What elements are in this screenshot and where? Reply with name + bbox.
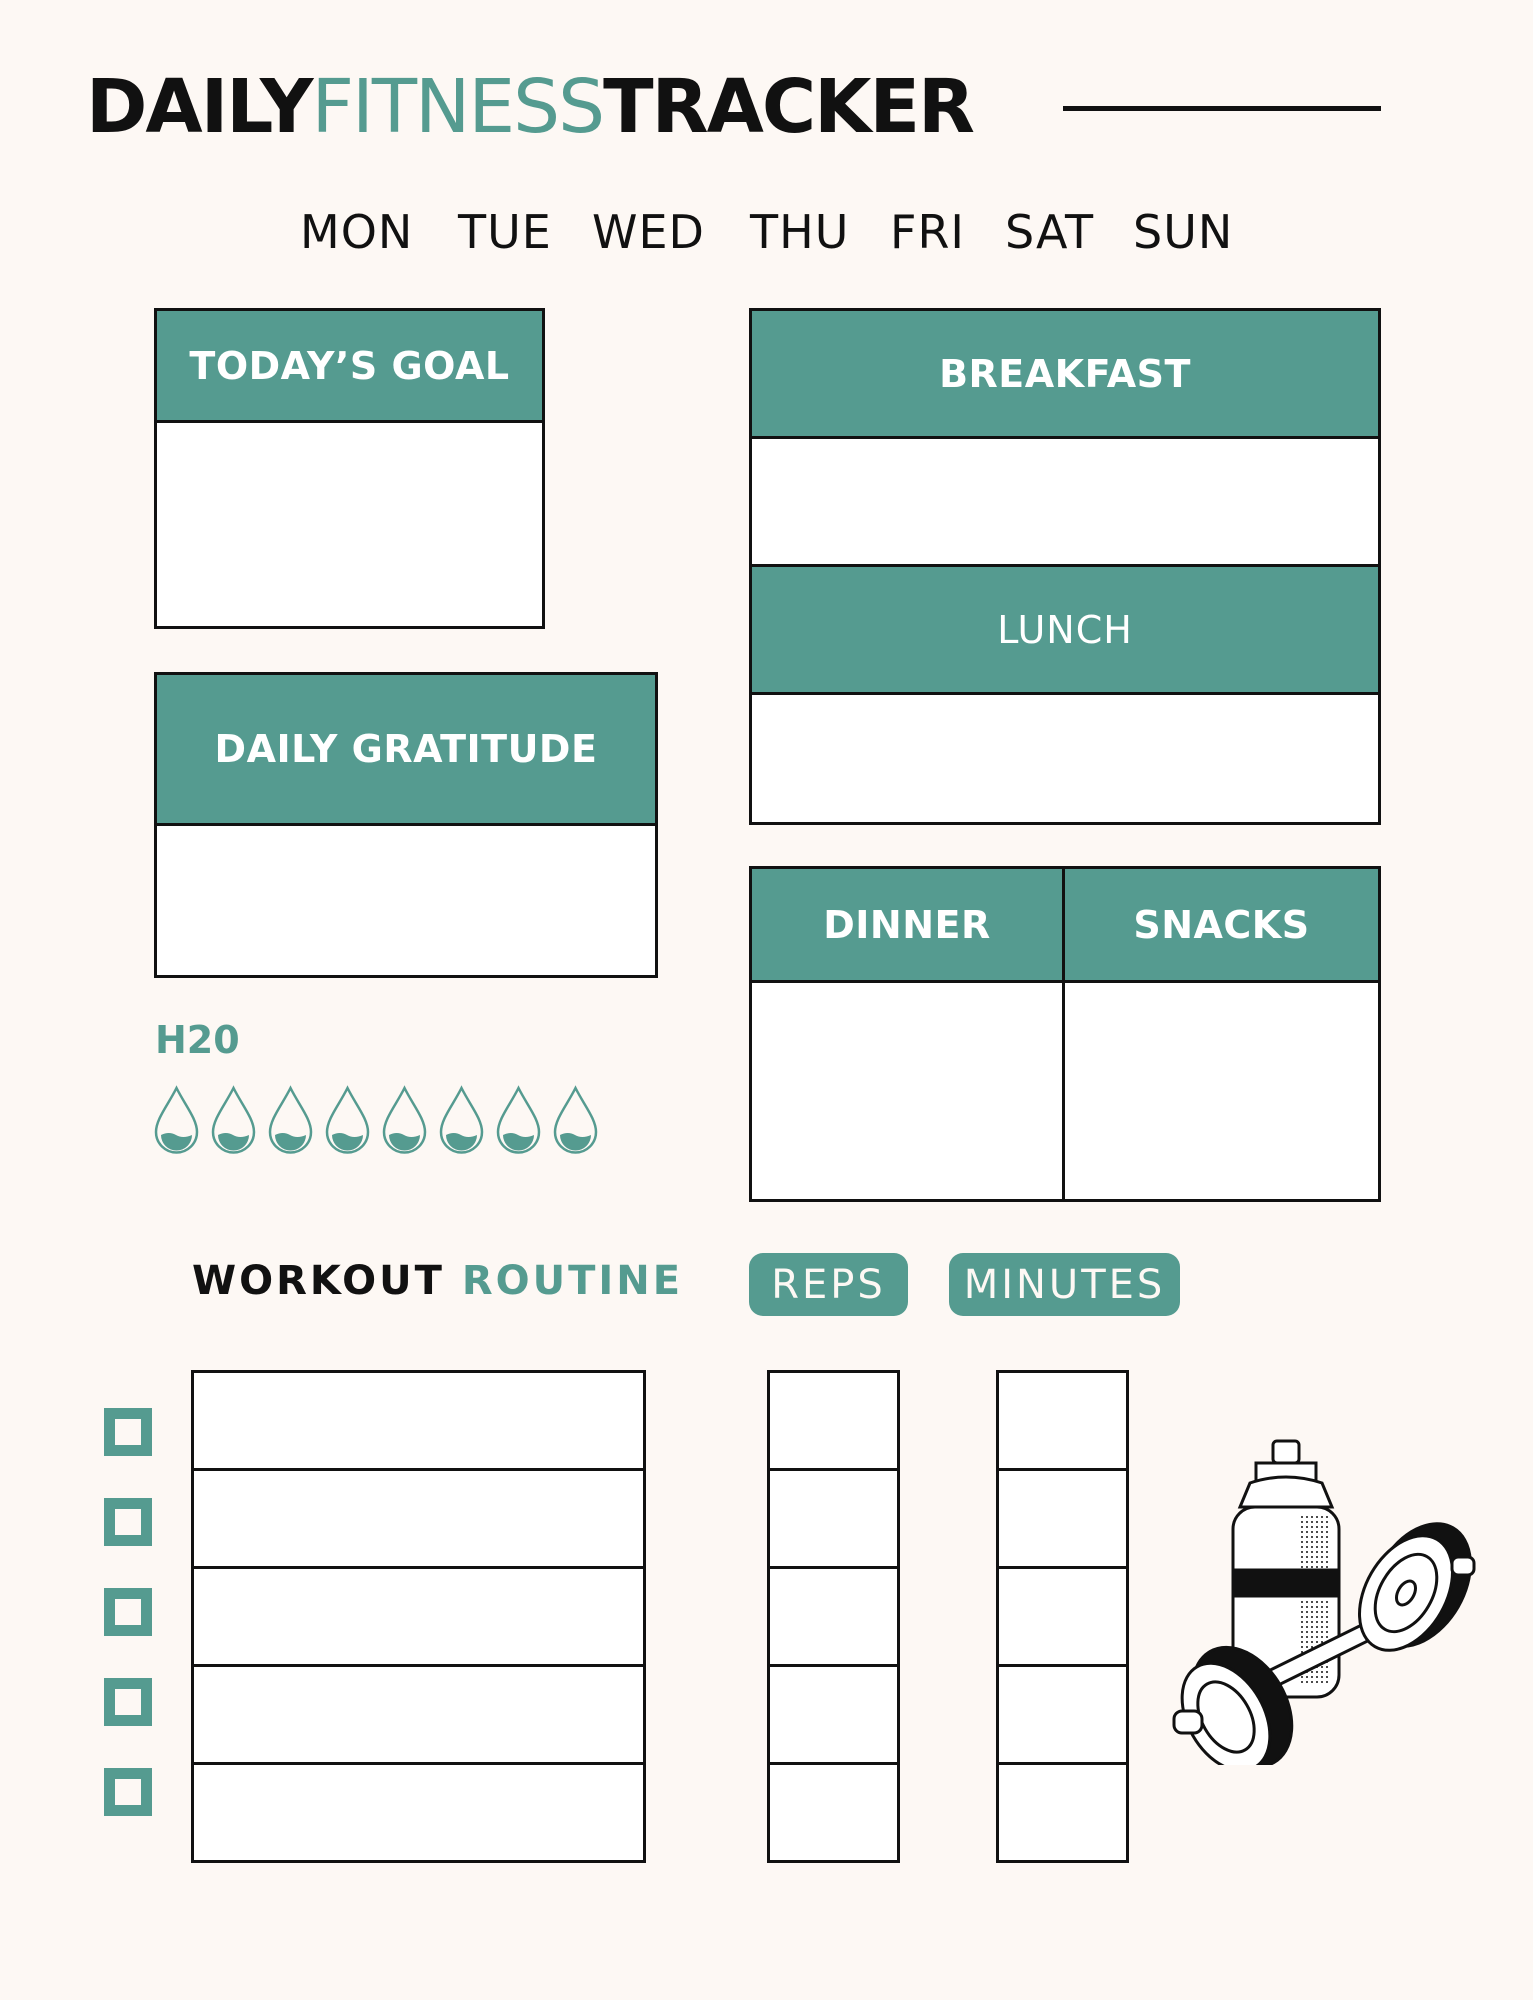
- minutes-row[interactable]: [999, 1373, 1126, 1471]
- exercise-row[interactable]: [194, 1373, 643, 1471]
- day-tue[interactable]: TUE: [458, 205, 552, 259]
- title-fitness: FITNESS: [311, 64, 604, 150]
- water-drop-icon[interactable]: [495, 1085, 542, 1155]
- exercise-row[interactable]: [194, 1471, 643, 1569]
- dinner-column: [752, 869, 1065, 1199]
- title-rule: [1063, 106, 1381, 111]
- snacks-field[interactable]: [1065, 983, 1378, 1199]
- title-tracker: TRACKER: [603, 64, 974, 150]
- workout-label: WORKOUT: [192, 1258, 445, 1304]
- workout-checkbox-3[interactable]: [104, 1588, 152, 1636]
- day-selector: [300, 205, 1243, 259]
- todays-goal-header: TODAY’S GOAL: [157, 311, 542, 423]
- snacks-column: [1065, 869, 1378, 1199]
- reps-row[interactable]: [770, 1765, 897, 1860]
- day-sat[interactable]: SAT: [1005, 205, 1095, 259]
- lunch-header: LUNCH: [752, 567, 1378, 695]
- workout-routine-label: [192, 1258, 683, 1304]
- breakfast-field[interactable]: [752, 439, 1378, 567]
- reps-row[interactable]: [770, 1373, 897, 1471]
- workout-checkbox-2[interactable]: [104, 1498, 152, 1546]
- reps-row[interactable]: [770, 1471, 897, 1569]
- reps-row[interactable]: [770, 1667, 897, 1765]
- daily-gratitude-box: [154, 672, 658, 978]
- water-drop-icon[interactable]: [210, 1085, 257, 1155]
- workout-checkbox-5[interactable]: [104, 1768, 152, 1816]
- day-sun[interactable]: SUN: [1133, 205, 1234, 259]
- minutes-row[interactable]: [999, 1765, 1126, 1860]
- workout-checkbox-1[interactable]: [104, 1408, 152, 1456]
- water-drop-icon[interactable]: [381, 1085, 428, 1155]
- todays-goal-box: [154, 308, 545, 629]
- daily-gratitude-header: DAILY GRATITUDE: [157, 675, 655, 826]
- dinner-field[interactable]: [752, 983, 1062, 1199]
- water-drop-icon[interactable]: [438, 1085, 485, 1155]
- dinner-header: DINNER: [752, 869, 1062, 983]
- water-drop-icon[interactable]: [324, 1085, 371, 1155]
- water-tracker: [153, 1085, 599, 1155]
- routine-label: ROUTINE: [461, 1258, 684, 1304]
- minutes-row[interactable]: [999, 1471, 1126, 1569]
- exercise-row[interactable]: [194, 1667, 643, 1765]
- reps-column: [767, 1370, 900, 1863]
- meals-box: [749, 308, 1381, 825]
- day-fri[interactable]: FRI: [890, 205, 965, 259]
- page-title: [86, 62, 973, 152]
- day-thu[interactable]: THU: [750, 205, 850, 259]
- water-bottle-dumbbell-icon: [1170, 1435, 1480, 1765]
- h2o-label: H20: [155, 1018, 240, 1062]
- exercise-row[interactable]: [194, 1569, 643, 1667]
- workout-checkbox-4[interactable]: [104, 1678, 152, 1726]
- snacks-header: SNACKS: [1065, 869, 1378, 983]
- minutes-row[interactable]: [999, 1569, 1126, 1667]
- title-daily: DAILY: [86, 64, 312, 150]
- breakfast-header: BREAKFAST: [752, 311, 1378, 439]
- exercise-column: [191, 1370, 646, 1863]
- todays-goal-field[interactable]: [157, 423, 542, 626]
- water-drop-icon[interactable]: [267, 1085, 314, 1155]
- minutes-column: [996, 1370, 1129, 1863]
- reps-row[interactable]: [770, 1569, 897, 1667]
- day-wed[interactable]: WED: [592, 205, 705, 259]
- minutes-pill: MINUTES: [949, 1253, 1180, 1316]
- daily-gratitude-field[interactable]: [157, 826, 655, 975]
- water-drop-icon[interactable]: [153, 1085, 200, 1155]
- minutes-row[interactable]: [999, 1667, 1126, 1765]
- day-mon[interactable]: MON: [300, 205, 414, 259]
- exercise-row[interactable]: [194, 1765, 643, 1860]
- lunch-field[interactable]: [752, 695, 1378, 822]
- water-drop-icon[interactable]: [552, 1085, 599, 1155]
- dinner-snacks-box: [749, 866, 1381, 1202]
- reps-pill: REPS: [749, 1253, 908, 1316]
